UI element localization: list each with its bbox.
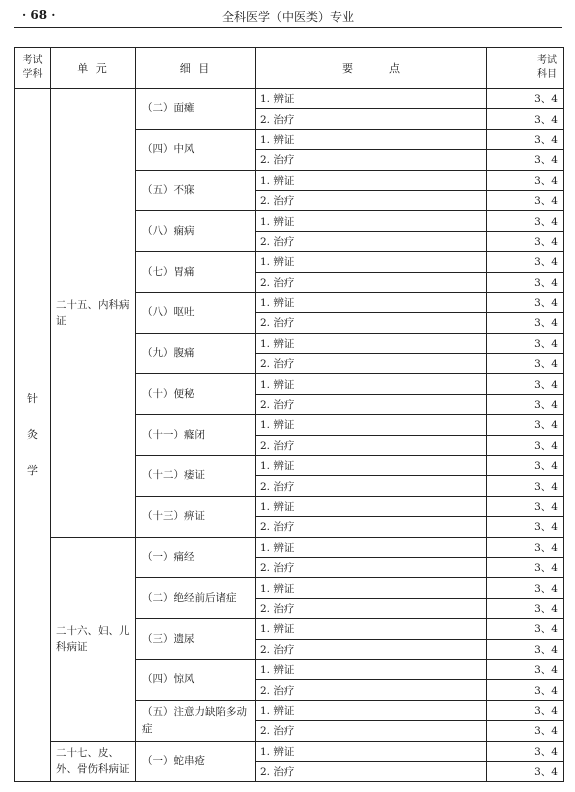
level-cell: 3、4: [487, 721, 564, 741]
key-point-cell: 2. 治疗: [256, 639, 487, 659]
level-cell: 3、4: [487, 700, 564, 720]
item-cell: （十二）痿证: [136, 456, 256, 497]
key-point-cell: 2. 治疗: [256, 557, 487, 577]
key-point-cell: 1. 辨证: [256, 333, 487, 353]
level-cell: 3、4: [487, 272, 564, 292]
table-row: [15, 741, 564, 761]
key-point-cell: 1. 辨证: [256, 252, 487, 272]
item-cell: （二）面瘫: [136, 89, 256, 130]
subject-label: 针灸学: [27, 392, 38, 478]
page-title: 全科医学（中医类）专业: [221, 10, 354, 24]
unit-cell: 二十五、内科病证: [51, 89, 136, 538]
item-cell: （一）蛇串疮: [136, 741, 256, 782]
item-cell: （十三）痹证: [136, 496, 256, 537]
key-point-cell: 2. 治疗: [256, 598, 487, 618]
item-cell: （十一）癃闭: [136, 415, 256, 456]
level-cell: 3、4: [487, 150, 564, 170]
level-cell: 3、4: [487, 109, 564, 129]
level-cell: 3、4: [487, 333, 564, 353]
level-cell: 3、4: [487, 761, 564, 781]
key-point-cell: 2. 治疗: [256, 354, 487, 374]
column-header-unit: 单 元: [51, 48, 136, 89]
key-point-cell: 2. 治疗: [256, 476, 487, 496]
level-cell: 3、4: [487, 680, 564, 700]
table-row: [15, 537, 564, 557]
item-cell: （三）遗尿: [136, 619, 256, 660]
level-cell: 3、4: [487, 292, 564, 312]
key-point-cell: 1. 辨证: [256, 700, 487, 720]
key-point-cell: 1. 辨证: [256, 537, 487, 557]
level-cell: 3、4: [487, 129, 564, 149]
key-point-cell: 1. 辨证: [256, 211, 487, 231]
key-point-cell: 2. 治疗: [256, 680, 487, 700]
level-cell: 3、4: [487, 659, 564, 679]
key-point-cell: 2. 治疗: [256, 109, 487, 129]
subject-cell: [15, 89, 51, 782]
level-cell: 3、4: [487, 476, 564, 496]
item-cell: （一）痛经: [136, 537, 256, 578]
table-body: [15, 89, 564, 782]
level-cell: 3、4: [487, 578, 564, 598]
item-cell: （七）胃痛: [136, 252, 256, 293]
level-cell: 3、4: [487, 190, 564, 210]
key-point-cell: 1. 辨证: [256, 741, 487, 761]
key-point-cell: 2. 治疗: [256, 721, 487, 741]
key-point-cell: 2. 治疗: [256, 231, 487, 251]
table-row: [15, 89, 564, 109]
key-point-cell: 1. 辨证: [256, 415, 487, 435]
level-cell: 3、4: [487, 741, 564, 761]
unit-cell: 二十七、皮、外、骨伤科病证: [51, 741, 136, 782]
unit-cell: 二十六、妇、儿科病证: [51, 537, 136, 741]
level-cell: 3、4: [487, 598, 564, 618]
key-point-cell: 2. 治疗: [256, 190, 487, 210]
level-cell: 3、4: [487, 170, 564, 190]
item-cell: （五）不寐: [136, 170, 256, 211]
level-cell: 3、4: [487, 252, 564, 272]
key-point-cell: 1. 辨证: [256, 374, 487, 394]
exam-outline-table: [14, 47, 564, 782]
level-cell: 3、4: [487, 394, 564, 414]
key-point-cell: 1. 辨证: [256, 456, 487, 476]
item-cell: （十）便秘: [136, 374, 256, 415]
column-header-key-point: 要 点: [256, 48, 487, 89]
page-number: · 68 ·: [22, 8, 56, 22]
key-point-cell: 1. 辨证: [256, 170, 487, 190]
item-cell: （五）注意力缺陷多动症: [136, 700, 256, 741]
page-header: [14, 6, 562, 28]
key-point-cell: 2. 治疗: [256, 435, 487, 455]
item-cell: （二）绝经前后诸症: [136, 578, 256, 619]
level-cell: 3、4: [487, 639, 564, 659]
key-point-cell: 1. 辨证: [256, 578, 487, 598]
table-header-row: [15, 48, 564, 89]
column-header-item: 细 目: [136, 48, 256, 89]
item-cell: （四）中风: [136, 129, 256, 170]
level-cell: 3、4: [487, 374, 564, 394]
level-cell: 3、4: [487, 211, 564, 231]
key-point-cell: 1. 辨证: [256, 129, 487, 149]
level-cell: 3、4: [487, 619, 564, 639]
key-point-cell: 2. 治疗: [256, 313, 487, 333]
item-cell: （四）惊风: [136, 659, 256, 700]
key-point-cell: 1. 辨证: [256, 292, 487, 312]
level-cell: 3、4: [487, 496, 564, 516]
level-cell: 3、4: [487, 435, 564, 455]
level-cell: 3、4: [487, 537, 564, 557]
key-point-cell: 1. 辨证: [256, 659, 487, 679]
column-header-subject: 考试 学科: [15, 48, 51, 89]
key-point-cell: 1. 辨证: [256, 89, 487, 109]
level-cell: 3、4: [487, 354, 564, 374]
level-cell: 3、4: [487, 557, 564, 577]
level-cell: 3、4: [487, 456, 564, 476]
level-cell: 3、4: [487, 231, 564, 251]
key-point-cell: 2. 治疗: [256, 394, 487, 414]
level-cell: 3、4: [487, 89, 564, 109]
level-cell: 3、4: [487, 517, 564, 537]
key-point-cell: 1. 辨证: [256, 619, 487, 639]
item-cell: （九）腹痛: [136, 333, 256, 374]
key-point-cell: 2. 治疗: [256, 272, 487, 292]
key-point-cell: 2. 治疗: [256, 761, 487, 781]
level-cell: 3、4: [487, 313, 564, 333]
key-point-cell: 2. 治疗: [256, 517, 487, 537]
column-header-level: 考试 科目: [487, 48, 564, 89]
key-point-cell: 2. 治疗: [256, 150, 487, 170]
key-point-cell: 1. 辨证: [256, 496, 487, 516]
item-cell: （八）痫病: [136, 211, 256, 252]
level-cell: 3、4: [487, 415, 564, 435]
header-rule: [14, 27, 562, 28]
item-cell: （八）呕吐: [136, 292, 256, 333]
